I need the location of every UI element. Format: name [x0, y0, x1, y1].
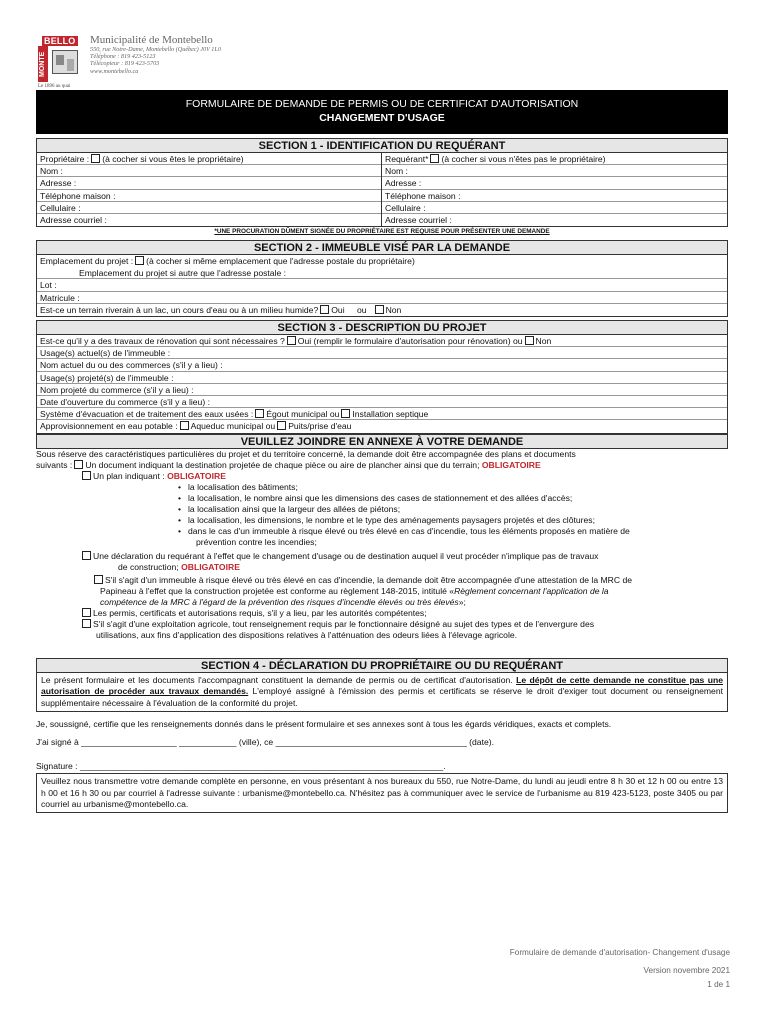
wastewater-label: Système d'évacuation et de traitement des eaux usées :	[40, 409, 254, 420]
annex-item-6-cont: utilisations, aux fins d'application des dispositions relatives à l'atténuation des odeurs liées à l'élevage agricole.	[96, 630, 518, 640]
annex-item-2-text: Un plan indiquant :	[93, 471, 165, 481]
annex-item-1	[36, 460, 728, 471]
section-2	[36, 240, 728, 317]
municipality-fax: Télécopieur : 819 423-5703	[90, 60, 160, 68]
applicant-column	[382, 153, 727, 226]
riverain-oui-label: Oui	[331, 304, 345, 315]
form-title: FORMULAIRE DE DEMANDE DE PERMIS OU DE CERTIFICAT D'AUTORISATION	[185, 98, 579, 110]
annex-item-4-line3	[36, 597, 728, 608]
wastewater-row	[37, 408, 727, 420]
logo-house-icon	[52, 50, 78, 74]
plan-bullet-5-cont: prévention contre les incendies;	[196, 537, 317, 547]
water-ou: ou	[265, 421, 276, 432]
declaration-text-2: L'employé assigné à l'émission des permis et certificats se réserve le droit d'exiger tout document ou renseignement supplémentaire nécessaire à l'évaluation de la conformité du projet.	[41, 686, 723, 708]
renovation-non-label: Non	[535, 336, 552, 346]
applicant-checkbox[interactable]	[430, 154, 439, 163]
submission-instructions: Veuillez nous transmettre votre demande complète en personne, en vous présentant à nos bureaux du 550, rue Notre-Dame, du lundi au jeudi entre 8 h 30 et 12 h 00 ou entre 13 h 00 et 16 h 30 ou par courriel à l'adresse suivante : urbanisme@montebello.ca. N'hésitez pas à communiquer avec le service de l'urbanisme au 819 423-5123, poste 3405 ou par courriel au urbanisme@montebello.ca.	[36, 773, 728, 813]
renovation-question: Est-ce qu'il y a des travaux de rénovation qui sont nécessaires ?	[40, 336, 285, 346]
annex-item-1-text: Un document indiquant la destination projetée de chaque pièce ou aire de plancher ainsi que du terrain;	[85, 460, 480, 470]
municipality-address: 550, rue Notre-Dame, Montebello (Québec) J0V 1L0	[90, 46, 221, 53]
owner-name-field[interactable]: Nom :	[37, 165, 381, 177]
riverain-ou: ou	[357, 304, 367, 315]
annex-item-6	[36, 619, 728, 630]
logo-bello-text: BELLO	[44, 36, 76, 46]
annex-item-3	[36, 551, 728, 562]
annex-item-1-checkbox[interactable]	[74, 460, 83, 469]
logo-monte-text: MONTE	[38, 46, 48, 82]
annex-item-4-text2: Papineau à l'effet que la construction projetée est conforme au règlement 148-2015, intitulé «	[100, 586, 455, 596]
municipality-name: Municipalité de Montebello	[90, 34, 213, 46]
sewer-label: Égout municipal ou	[266, 409, 340, 420]
section-1-fields	[36, 153, 728, 227]
lot-field[interactable]: Lot :	[37, 279, 727, 291]
logo-since-text: Le 1896 au quai	[38, 84, 71, 89]
footer-doc-title: Formulaire de demande d'autorisation- Changement d'usage	[509, 948, 730, 957]
well-checkbox[interactable]	[277, 421, 286, 430]
owner-column	[37, 153, 382, 226]
other-location-field[interactable]: Emplacement du projet si autre que l'adresse postale :	[37, 267, 727, 279]
plan-bullet-4: • la localisation, les dimensions, le nombre et le type des aménagements paysagers projetés et des clôtures;	[36, 515, 728, 526]
section-4	[36, 658, 728, 813]
section-2-title: SECTION 2 - IMMEUBLE VISÉ PAR LA DEMANDE	[36, 240, 728, 255]
annex-item-4-checkbox[interactable]	[94, 575, 103, 584]
section-3-title: SECTION 3 - DESCRIPTION DU PROJET	[36, 320, 728, 335]
annex-intro: Sous réserve des caractéristiques particulières du projet et du territoire concerné, la demande doit être accompagnée des plans et documents	[36, 449, 576, 459]
septic-label: Installation septique	[352, 409, 429, 420]
annex-title: VEUILLEZ JOINDRE EN ANNEXE À VOTRE DEMANDE	[36, 434, 728, 449]
applicant-row	[382, 153, 727, 165]
annex-item-3-required: OBLIGATOIRE	[181, 562, 240, 572]
municipality-phone: Téléphone : 819 423-5123	[90, 53, 156, 61]
letterhead	[36, 30, 728, 88]
annex-item-6-checkbox[interactable]	[82, 619, 91, 628]
annex-item-4-end: »;	[458, 597, 466, 607]
annex-item-4-reg-title: Règlement concernant l'application de la	[454, 586, 609, 596]
projected-business-field[interactable]: Nom projeté du commerce (s'il y a lieu) :	[37, 384, 727, 396]
proxy-notice: *UNE PROCURATION DÛMENT SIGNÉE DU PROPRIÉTAIRE EST REQUISE POUR PRÉSENTER UNE DEMANDE	[214, 228, 550, 236]
municipality-web: www.montebello.ca	[90, 67, 139, 75]
annex-item-4	[36, 575, 728, 586]
owner-row	[37, 153, 381, 165]
plan-bullet-3: • la localisation ainsi que la largeur des allées de piétons;	[36, 504, 728, 515]
plan-bullet-5: • dans le cas d'un immeuble à risque élevé ou très élevé en cas d'incendie, tous les éléments proposés en matière de	[36, 526, 728, 537]
annex-intro-end: suivants :	[36, 460, 73, 470]
annex-item-5-checkbox[interactable]	[82, 608, 91, 617]
form-title-bar	[36, 90, 728, 134]
form-subtitle: CHANGEMENT D'USAGE	[319, 112, 445, 124]
matricule-field[interactable]: Matricule :	[37, 292, 727, 304]
annex-item-4-line2	[36, 586, 728, 597]
owner-cell-field[interactable]: Cellulaire :	[37, 202, 381, 214]
well-label: Puits/prise d'eau	[288, 421, 352, 432]
riverain-non-label: Non	[385, 304, 402, 315]
water-supply-label: Approvisionnement en eau potable :	[40, 421, 178, 432]
renovation-non-checkbox[interactable]	[525, 336, 534, 345]
annex-item-3-checkbox[interactable]	[82, 551, 91, 560]
applicant-address-field[interactable]: Adresse :	[382, 177, 727, 189]
current-business-field[interactable]: Nom actuel du ou des commerces (s'il y a lieu) :	[37, 359, 727, 371]
annex-item-2-checkbox[interactable]	[82, 471, 91, 480]
annex-section	[36, 434, 728, 641]
declaration-warning: Le dépôt de cette demande ne constitue pas une autorisation de procéder aux travaux demandés.	[41, 675, 723, 697]
aqueduct-checkbox[interactable]	[180, 421, 189, 430]
signed-at-field[interactable]: J'ai signé à ____________________ ____________ (ville), ce ________________________________________ (date).	[36, 737, 494, 748]
footer-page-number: 1 de 1	[707, 980, 730, 989]
annex-item-5	[36, 608, 728, 619]
owner-email-field[interactable]: Adresse courriel :	[40, 214, 107, 225]
annex-item-2	[36, 471, 728, 482]
plan-bullet-2: • la localisation, le nombre ainsi que les dimensions des cases de stationnement et des allées d'accès;	[36, 493, 728, 504]
riverain-non-checkbox[interactable]	[375, 305, 384, 314]
annex-item-3-text: Une déclaration du requérant à l'effet que le changement d'usage ou de destination auquel il veut procéder n'implique pas de travaux	[93, 551, 599, 561]
owner-address-field[interactable]: Adresse :	[37, 177, 381, 189]
montebello-logo	[38, 34, 84, 89]
annex-item-2-required: OBLIGATOIRE	[167, 471, 226, 481]
owner-note: (à cocher si vous êtes le propriétaire)	[102, 154, 244, 164]
declaration-text-1: Le présent formulaire et les documents l'accompagnant constituent la demande de permis ou de certificat d'autorisation.	[41, 675, 513, 685]
opening-date-field[interactable]: Date d'ouverture du commerce (s'il y a lieu) :	[37, 396, 727, 408]
aqueduct-label: Aqueduc municipal	[190, 421, 264, 432]
owner-label: Propriétaire :	[40, 154, 90, 164]
location-note: (à cocher si même emplacement que l'adresse postale du propriétaire)	[146, 256, 415, 266]
annex-item-5-text: Les permis, certificats et autorisations requis, s'il y a lieu, par les autorités compétentes;	[93, 608, 427, 618]
projected-use-field[interactable]: Usage(s) projeté(s) de l'immeuble :	[37, 372, 727, 384]
plan-bullet-1: • la localisation des bâtiments;	[36, 482, 728, 493]
applicant-name-field[interactable]: Nom :	[382, 165, 727, 177]
location-label: Emplacement du projet :	[40, 256, 134, 266]
renovation-oui-label: Oui (remplir le formulaire d'autorisation pour rénovation) ou	[297, 336, 523, 346]
section-1	[36, 138, 728, 237]
renovation-oui-checkbox[interactable]	[287, 336, 296, 345]
section-2-fields	[36, 255, 728, 317]
riverain-row	[37, 304, 727, 316]
annex-item-3-text-end: de construction;	[118, 562, 179, 572]
footer-version: Version novembre 2021	[643, 966, 730, 975]
riverain-question: Est-ce un terrain riverain à un lac, un cours d'eau ou à un milieu humide?	[40, 304, 319, 315]
location-row	[37, 255, 727, 267]
annex-item-6-text: S'il s'agit d'une exploitation agricole, tout renseignement requis par le fonctionnaire désigné au sujet des types et de l'envergure des	[93, 619, 595, 629]
certification-text: Je, soussigné, certifie que les renseignements donnés dans le présent formulaire et ses annexes sont à tous les égards véridiques, exacts et complets.	[36, 719, 612, 730]
same-location-checkbox[interactable]	[135, 256, 144, 265]
owner-checkbox[interactable]	[91, 154, 100, 163]
annex-item-1-required: OBLIGATOIRE	[481, 460, 541, 470]
applicant-email-field[interactable]: Adresse courriel :	[385, 214, 452, 225]
form-page	[36, 30, 728, 810]
declaration-box	[36, 673, 728, 712]
applicant-cell-field[interactable]: Cellulaire :	[382, 202, 727, 214]
water-supply-row	[37, 420, 727, 432]
annex-item-3-cont	[36, 562, 728, 573]
riverain-oui-checkbox[interactable]	[320, 305, 329, 314]
applicant-label: Requérant*	[385, 154, 429, 164]
applicant-phone-field[interactable]: Téléphone maison :	[382, 190, 727, 202]
section-1-title: SECTION 1 - IDENTIFICATION DU REQUÉRANT	[36, 138, 728, 153]
sewer-checkbox[interactable]	[255, 409, 264, 418]
signature-field[interactable]: Signature : ____________________________________________________________________________.	[36, 761, 446, 772]
annex-item-4-text: S'il s'agit d'un immeuble à risque élevé ou très élevé en cas d'incendie, la demande doit être accompagnée d'une attestation de la MRC de	[105, 575, 633, 585]
applicant-note: (à cocher si vous n'êtes pas le propriétaire)	[441, 154, 606, 164]
section-3	[36, 320, 728, 434]
renovation-row	[37, 335, 727, 347]
septic-checkbox[interactable]	[341, 409, 350, 418]
owner-phone-field[interactable]: Téléphone maison :	[37, 190, 381, 202]
annex-item-4-reg-title-cont: compétence de la MRC à l'égard de la prévention des risques d'incendie élevés ou très élevés	[100, 597, 459, 607]
current-use-field[interactable]: Usage(s) actuel(s) de l'immeuble :	[37, 347, 727, 359]
section-3-fields	[36, 335, 728, 434]
municipality-info	[90, 34, 221, 75]
section-4-title: SECTION 4 - DÉCLARATION DU PROPRIÉTAIRE OU DU REQUÉRANT	[36, 658, 728, 673]
